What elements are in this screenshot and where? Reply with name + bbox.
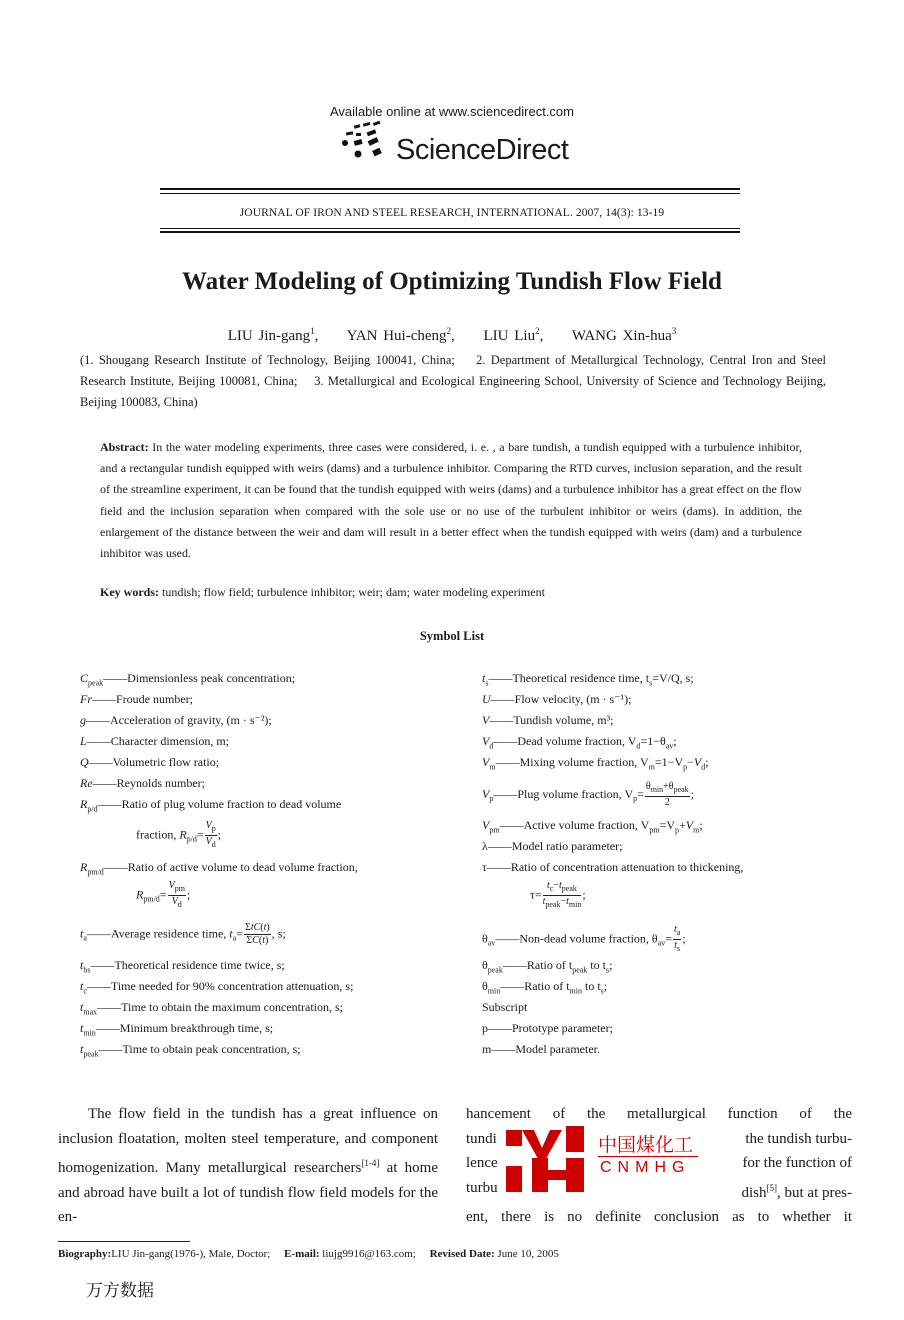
symbol-item: $V_d——Dead$ volume fraction, $V_d=1-\theta_{av}$; [482, 734, 677, 751]
symbol-formula: $R_{pm/d}=$ $\frac{V_{pm}}{V_d}$ ; [136, 880, 191, 909]
symbol-item: Fr——Froude number; [80, 692, 193, 706]
author: LIU Liu$^2$ [483, 326, 540, 344]
symbol-item: Q——Volumetric flow ratio; [80, 755, 220, 769]
symbol-item: g——Acceleration of gravity, (m · s⁻²); [80, 713, 272, 727]
body-right-line: ent, there is no definite conclusion as to whether it [466, 1209, 852, 1225]
available-online-line: Available online at www.sciencedirect.com [330, 104, 574, 119]
paper-title: Water Modeling of Optimizing Tundish Flow Field [182, 268, 722, 295]
symbol-item: $t_s——Theoretical$ residence time, $t_s=V/Q$, s; [482, 671, 694, 688]
symbol-item: Re——Reynolds number; [80, 776, 205, 790]
header-rule-bottom [160, 231, 740, 233]
keywords [100, 585, 802, 600]
symbol-item: $V_p——Plug$ volume fraction, $V_p=$ $\frac{\theta_{min}+\theta_{peak}}{2}$ ; [482, 781, 695, 808]
symbol-item: $\theta_{peak}——Ratio$ of $t_{peak}$ to $t_s$; [482, 958, 613, 975]
header-rule-top [160, 188, 740, 190]
symbol-item: L——Character dimension, m; [80, 734, 229, 748]
symbol-item: $t_a——Average$ residence time, $t_a=$ $\frac{\text{ΣtC(t)}}{\Sigma C(t)}$ , s; [80, 922, 286, 946]
symbol-formula: fraction, $R_{p/d}=$ $\frac{V_p}{V_d}$ ; [136, 820, 222, 849]
symbol-item: m——Model parameter. [482, 1042, 600, 1056]
author: LIU Jin-gang$^1$ [227, 326, 315, 344]
sciencedirect-logo [336, 120, 569, 168]
symbol-item: $t_c——Time$ needed for 90% concentration attenuation, s; [80, 979, 354, 996]
symbol-item: $t_{max}——Time$ to obtain the maximum concentration, s; [80, 1000, 343, 1017]
symbol-item: τ——Ratio of concentration attenuation to thickening, [482, 860, 744, 874]
abstract-text: In the water modeling experiments, three cases were considered, i. e. , a bare tundish, a tundish equipped with a turbulence inhibitor, and a rectangular tundish equipped with weirs (dams) and a turbulence inhibitor. Comparing the RTD curves, inclusion separation, and the result of the streamline experiment, it can be found that the tundish equipped with weirs (dams) and a turbulence inhibitor has a great effect on the flow field and the inclusion separation when compared with the sole use or no use of the turbulent inhibitor or weirs (dams). In addition, the enlargement of the distance between the weir and dam will result in a better effect when the tundish equipped with weirs (dam) and a turbulence inhibitor was used. [100, 440, 802, 561]
symbol-item: $R_{p/d}——Ratio$ of plug volume fraction to dead volume [80, 797, 342, 814]
watermark-divider [598, 1156, 698, 1157]
affiliation-2: 2. Department of Metallurgical Technology, Central Iron and Steel Research Institute, Beijing 100081, China; [80, 353, 827, 388]
body-right-line: lence for the function of [466, 1155, 852, 1171]
symbol-item: $V_m——Mixing$ volume fraction, $V_m=1-V_p-V_d$; [482, 755, 709, 772]
affiliations [80, 350, 826, 413]
watermark [506, 1126, 706, 1194]
symbol-item: U——Flow velocity, (m · s⁻¹); [482, 692, 632, 706]
watermark-chinese: 中国煤化工 [598, 1130, 693, 1157]
author: WANG Xin-hua$^3$ [571, 326, 677, 344]
wanfang-data-mark: 万方数据 [86, 1281, 154, 1301]
biography-footnote: Biography:LIU Jin-gang(1976-), Male, Doctor; E-mail: liujg9916@163.com; Revised Date: June 10, 2005 [58, 1248, 559, 1260]
body-right-line: turbu dish[5], but at pres- [466, 1179, 852, 1201]
symbol-list-heading: Symbol List [419, 629, 485, 643]
footnote-rule [58, 1241, 190, 1242]
symbol-item: $t_{bs}——Theoretical$ residence time twice, s; [80, 958, 285, 975]
keywords-text: tundish; flow field; turbulence inhibitor; weir; dam; water modeling experiment [162, 585, 545, 599]
symbol-item: λ——Model ratio parameter; [482, 839, 623, 853]
watermark-logo-icon [506, 1126, 592, 1192]
sciencedirect-dots-icon [336, 120, 394, 166]
body-right-line: hancement of the metallurgical function of the [466, 1106, 852, 1122]
abstract-label: Abstract: [100, 440, 149, 454]
symbol-item: $t_{peak}——Time$ to obtain peak concentration, s; [80, 1042, 301, 1059]
abstract [100, 437, 802, 564]
symbol-formula: τ= $\frac{t_c-t_{peak}}{t_{peak}-t_{min}}$ ; [530, 880, 586, 909]
symbol-item: $\theta_{min}——Ratio$ of $t_{min}$ to $t_s$; [482, 979, 608, 996]
symbol-subscript-heading: Subscript [482, 1000, 528, 1014]
affiliation-1: (1. Shougang Research Institute of Technology, Beijing 100041, China; [80, 353, 455, 367]
watermark-latin: CNMHG [600, 1159, 691, 1176]
symbol-item: V——Tundish volume, m³; [482, 713, 614, 727]
body-right-line: tundi the tundish turbu- [466, 1130, 852, 1147]
body-left-column: The flow field in the tundish has a great influence on inclusion floatation, molten steel temperature, and component homogenization. Many metallurgical researchers[1-4] at home and abroad have built a lot of tundish flow field models for the en- [58, 1106, 438, 1225]
author: YAN Hui-cheng$^2$ [346, 326, 452, 344]
affiliation-3: 3. Metallurgical and Ecological Engineering School, University of Science and Technology Beijing, Beijing 100083, China) [80, 374, 826, 409]
symbol-item: $V_{pm}——Active$ volume fraction, $V_{pm}=V_p+V_m$; [482, 818, 703, 835]
keywords-label: Key words: [100, 585, 159, 599]
symbol-item: $R_{pm/d}——Ratio$ of active volume to dead volume fraction, [80, 860, 358, 877]
symbol-item: $t_{min}——Minimum$ breakthrough time, s; [80, 1021, 274, 1038]
symbol-item: p——Prototype parameter; [482, 1021, 613, 1035]
header-rule-bottom-thin [160, 228, 740, 229]
symbol-item: $C_{peak}——Dimensionless$ peak concentration; [80, 671, 296, 688]
journal-citation: JOURNAL OF IRON AND STEEL RESEARCH, INTERNATIONAL. 2007, 14(3): 13-19 [239, 207, 665, 219]
header-rule-top-thin [160, 193, 740, 194]
symbol-item: $\theta_{av}——Non$-dead volume fraction, $\theta_{av}=$ $\frac{t_a}{t_s}$ ; [482, 924, 686, 953]
author-list: LIU Jin-gang$^1$, YAN Hui-cheng$^2$, LIU Liu$^2$, WANG Xin-hua$^3$ [227, 326, 677, 344]
sciencedirect-wordmark: ScienceDirect [396, 134, 569, 166]
